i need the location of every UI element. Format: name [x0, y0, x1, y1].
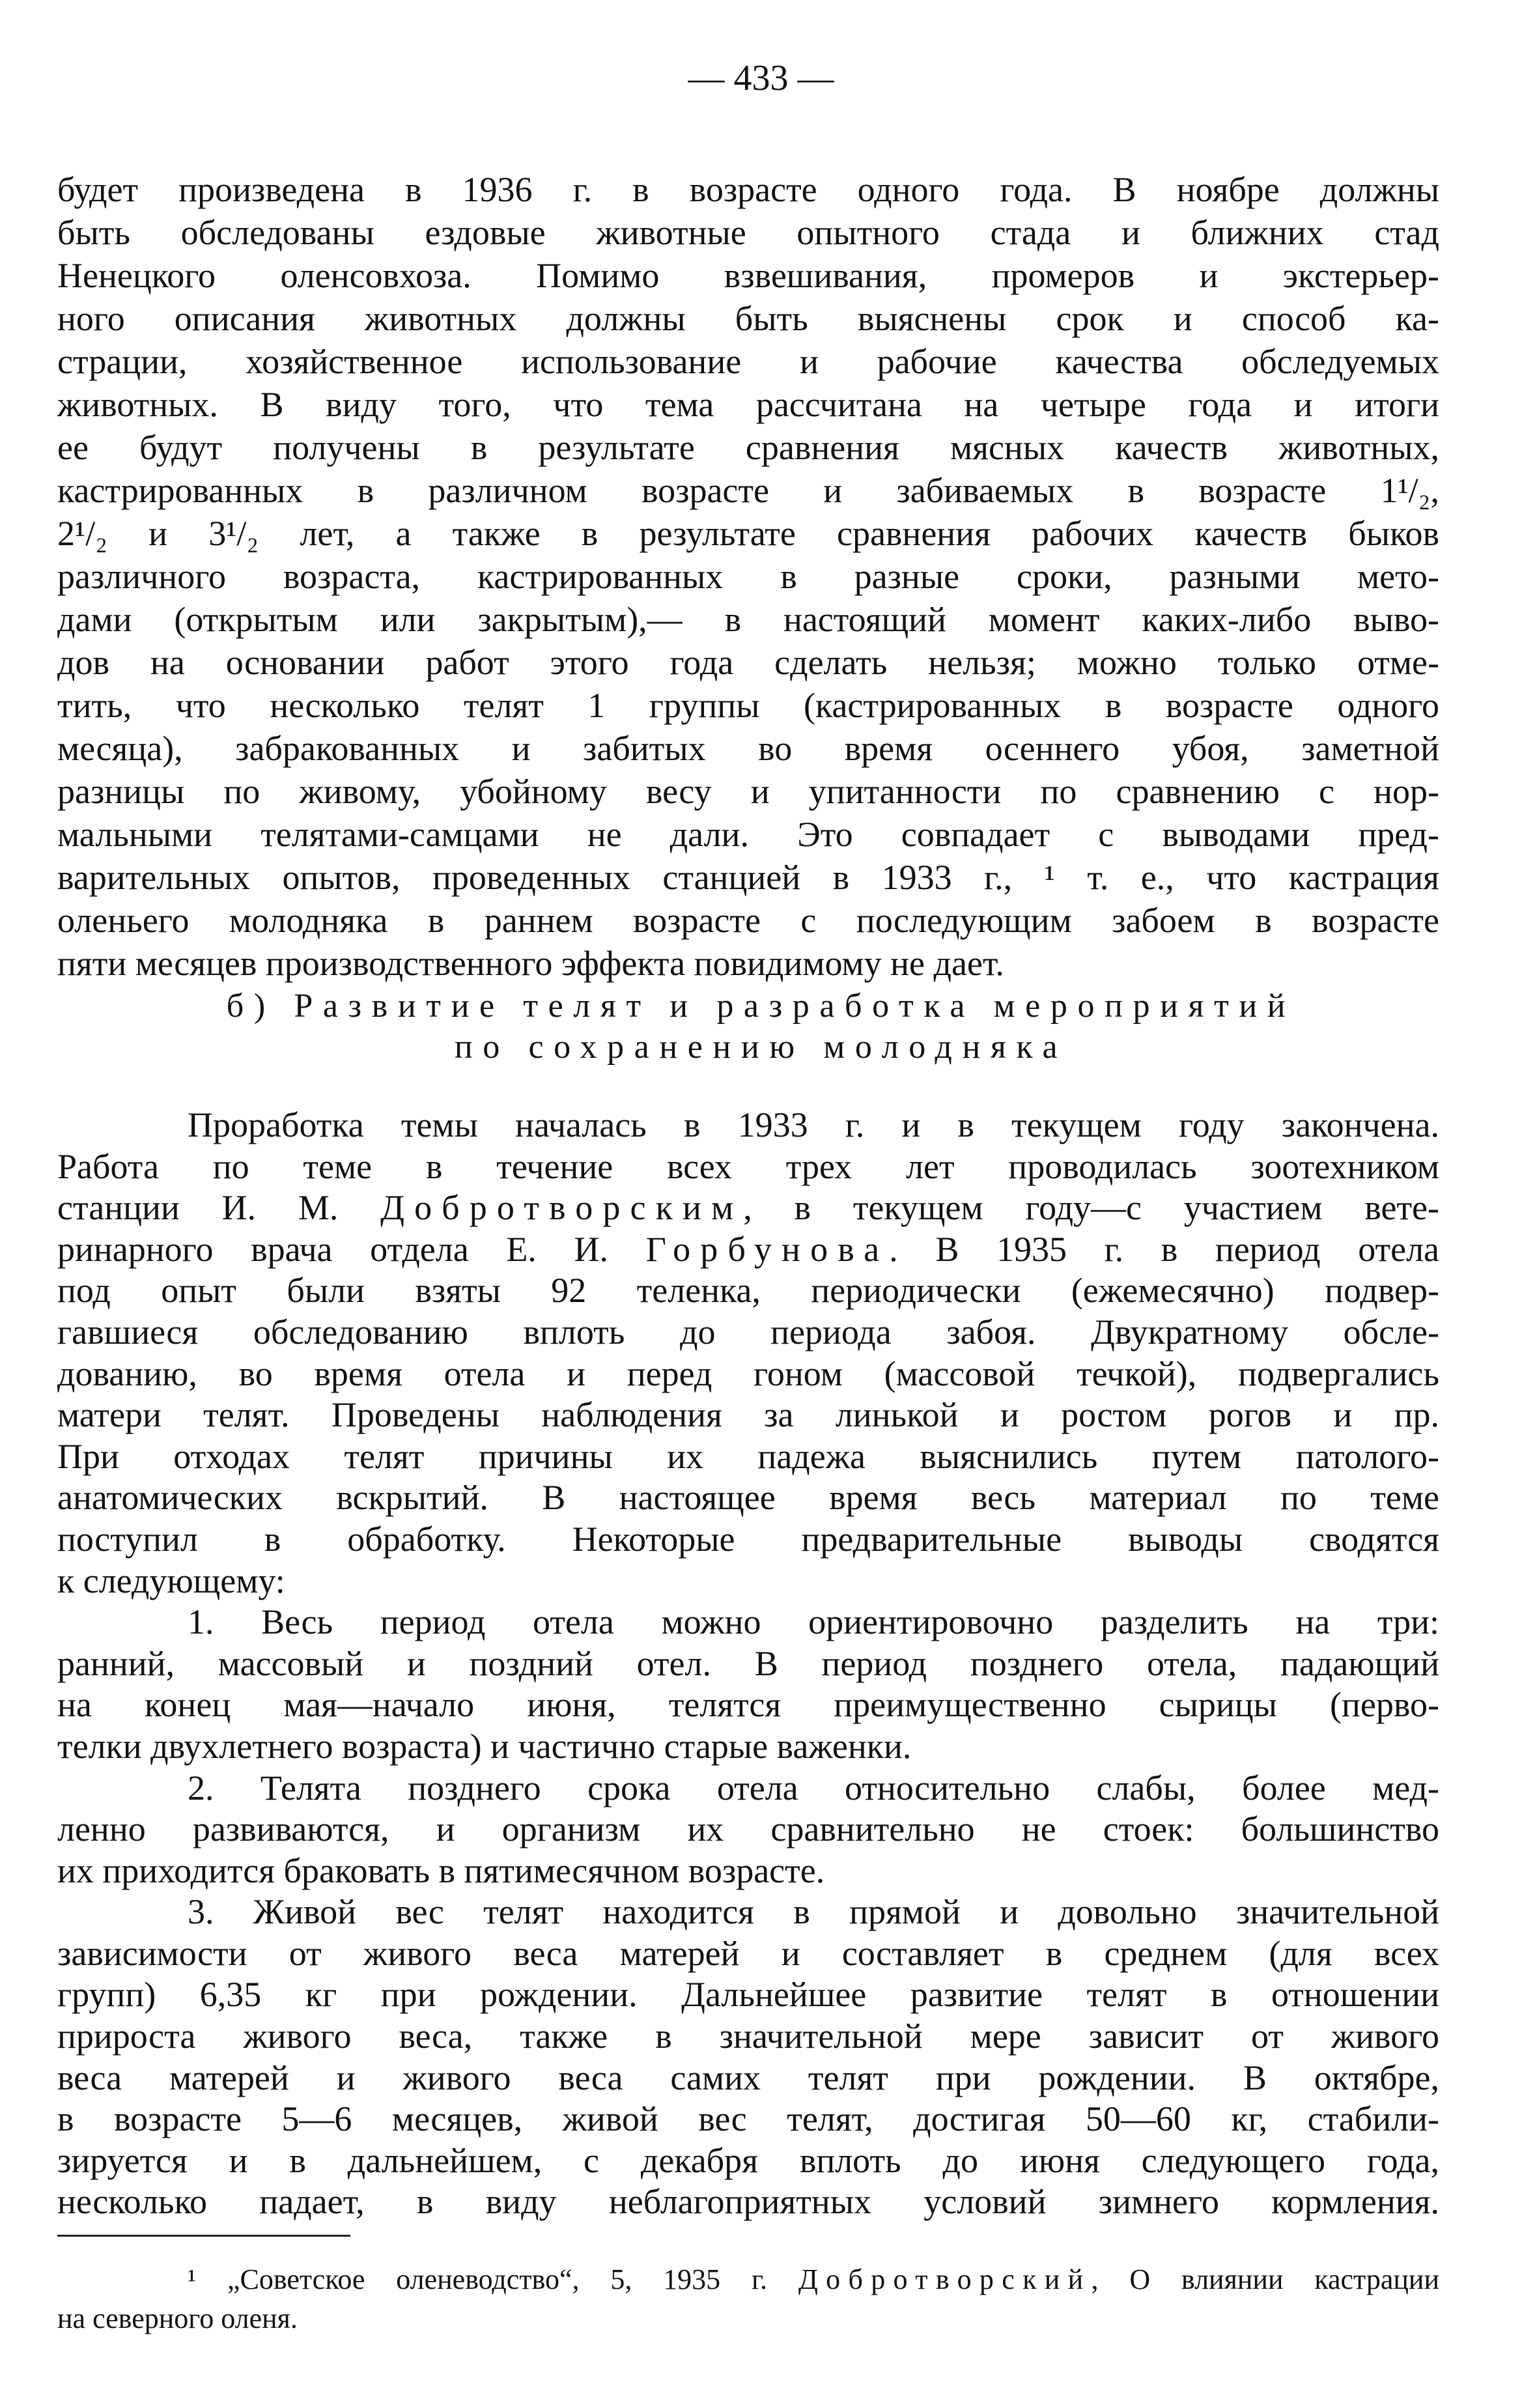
section-heading-line-2: по сохранению молодняка	[454, 1028, 1068, 1066]
spaced-name: Добротворским	[380, 1188, 744, 1228]
footnote-divider	[57, 2235, 350, 2237]
text-run: гавшиеся обследованию вплоть до периода забоя. Двукратному обсле-	[57, 1312, 1439, 1352]
text-line	[57, 1395, 1439, 1436]
text-line	[57, 942, 1439, 985]
text-line	[57, 168, 1439, 211]
text-run: мальными телятами-самцами не дали. Это совпадает с выводами пред-	[57, 815, 1439, 854]
text-line	[57, 1561, 1439, 1602]
text-run: их приходится браковать в пятимесячном возрасте.	[57, 1850, 825, 1890]
text-run: дов на основании работ этого года сделать нельзя; можно только отме-	[57, 643, 1439, 682]
text-run: поступил в обработку. Некоторые предварительные выводы сводятся	[57, 1519, 1439, 1559]
footnote	[57, 2260, 1439, 2338]
text-run: 1. Весь период отела можно ориентировочно разделить на три:	[188, 1602, 1439, 1642]
text-line	[57, 598, 1439, 641]
text-run: . В 1935 г. в период отела	[889, 1229, 1439, 1269]
text-run: прироста живого веса, также в значительной мере зависит от живого	[57, 2017, 1439, 2056]
text-run: будет произведена в 1936 г. в возрасте одного года. В ноябре должны	[57, 170, 1439, 209]
text-line	[57, 512, 1439, 555]
text-run: 2¹/₂ и 3¹/₂ лет, а также в результате сравнения рабочих качеств быков	[57, 514, 1439, 553]
text-line	[57, 684, 1439, 727]
text-run: ленно развиваются, и организм их сравнительно не стоек: большинство	[57, 1809, 1439, 1849]
text-line	[57, 1602, 1439, 1643]
text-run: ного описания животных должны быть выяснены срок и способ ка-	[57, 299, 1439, 338]
text-line	[57, 641, 1439, 684]
text-line	[57, 254, 1439, 297]
text-line	[57, 2099, 1439, 2140]
text-line	[57, 2260, 1439, 2299]
text-run: разницы по живому, убойному весу и упитанности по сравнению с нор-	[57, 772, 1439, 811]
text-run: , О влиянии кастрации	[1091, 2263, 1439, 2295]
text-line	[57, 1643, 1439, 1685]
text-run: ее будут получены в результате сравнения мясных качеств животных,	[57, 428, 1439, 467]
text-line	[57, 555, 1439, 598]
text-line	[57, 1312, 1439, 1353]
spaced-name: Горбунова	[645, 1229, 890, 1269]
text-line	[57, 1229, 1439, 1271]
text-line	[57, 1933, 1439, 1975]
text-line	[57, 2299, 1439, 2338]
text-line	[57, 1891, 1439, 1933]
text-line	[57, 899, 1439, 942]
text-run: животных. В виду того, что тема рассчитана на четыре года и итоги	[57, 385, 1439, 424]
text-run: в возрасте 5—6 месяцев, живой вес телят, достигая 50—60 кг, стабили-	[57, 2099, 1439, 2139]
text-run: пяти месяцев производственного эффекта повидимому не дает.	[57, 944, 1004, 983]
page-number: — 433 —	[688, 58, 834, 98]
text-run: под опыт были взяты 92 теленка, периодически (ежемесячно) подвер-	[57, 1271, 1439, 1310]
text-run: кастрированных в различном возрасте и забиваемых в возрасте 1¹/₂,	[57, 471, 1439, 510]
text-run: варительных опытов, проведенных станцией в 1933 г., ¹ т. е., что кастрация	[57, 858, 1439, 897]
text-run: тить, что несколько телят 1 группы (кастрированных в возрасте одного	[57, 686, 1439, 725]
text-line	[57, 1353, 1439, 1395]
text-run: Работа по теме в течение всех трех лет проводилась зоотехником	[57, 1146, 1439, 1186]
text-line	[57, 727, 1439, 770]
text-run: матери телят. Проведены наблюдения за линькой и ростом рогов и пр.	[57, 1395, 1439, 1435]
text-run: на северного оленя.	[57, 2302, 298, 2334]
text-run: При отходах телят причины их падежа выяснились путем патолого-	[57, 1436, 1439, 1476]
text-line	[57, 2140, 1439, 2182]
text-line	[57, 1974, 1439, 2016]
text-run: Проработка темы началась в 1933 г. и в текущем году закончена.	[188, 1105, 1439, 1144]
text-line	[57, 1850, 1439, 1892]
text-run: станции И. М.	[57, 1188, 381, 1228]
text-line	[57, 1809, 1439, 1850]
text-run: ¹ „Советское оленеводство“, 5, 1935 г.	[188, 2263, 798, 2295]
text-line	[57, 297, 1439, 340]
text-run: различного возраста, кастрированных в разные сроки, разными мето-	[57, 557, 1439, 596]
text-line	[57, 770, 1439, 813]
text-run: зируется и в дальнейшем, с декабря вплоть до июня следующего года,	[57, 2140, 1439, 2180]
text-line	[57, 211, 1439, 254]
text-run: страции, хозяйственное использование и рабочие качества обследуемых	[57, 342, 1439, 381]
text-run: к следующему:	[57, 1561, 285, 1600]
text-line	[57, 1726, 1439, 1768]
text-run: веса матерей и живого веса самих телят при рождении. В октябре,	[57, 2058, 1439, 2097]
text-run: 3. Живой вес телят находится в прямой и довольно значительной	[188, 1892, 1439, 1932]
text-line	[57, 1105, 1439, 1146]
text-run: дами (открытым или закрытым),— в настоящий момент каких-либо выво-	[57, 600, 1439, 639]
text-run: оленьего молодняка в раннем возрасте с последующим забоем в возрасте	[57, 901, 1439, 940]
text-run: 2. Телята позднего срока отела относительно слабы, более мед-	[188, 1768, 1439, 1807]
text-run: дованию, во время отела и перед гоном (массовой течкой), подвергались	[57, 1353, 1439, 1393]
section-heading-line-1: б) Развитие телят и разработка мероприятий	[226, 987, 1296, 1025]
text-line	[57, 1270, 1439, 1312]
text-run: групп) 6,35 кг при рождении. Дальнейшее развитие телят в отношении	[57, 1975, 1439, 2015]
text-line	[57, 383, 1439, 426]
text-line	[57, 856, 1439, 899]
text-run: ринарного врача отдела Е. И.	[57, 1229, 646, 1269]
text-line	[57, 340, 1439, 383]
text-line	[57, 1146, 1439, 1188]
text-line	[57, 2016, 1439, 2058]
text-line	[57, 813, 1439, 856]
text-line	[57, 1436, 1439, 1478]
text-run: несколько падает, в виду неблагоприятных условий зимнего кормления.	[57, 2182, 1439, 2222]
paragraph-castration-results	[57, 168, 1439, 985]
text-run: месяца), забракованных и забитых во время осеннего убоя, заметной	[57, 729, 1439, 768]
text-run: анатомических вскрытий. В настоящее время весь материал по теме	[57, 1478, 1439, 1518]
text-run: ранний, массовый и поздний отел. В период позднего отела, падающий	[57, 1643, 1439, 1683]
text-line	[57, 2181, 1439, 2223]
text-line	[57, 426, 1439, 469]
text-line	[57, 469, 1439, 512]
text-line	[57, 1187, 1439, 1229]
text-run: Ненецкого оленсовхоза. Помимо взвешивания, промеров и экстерьер-	[57, 256, 1439, 295]
text-line	[57, 1519, 1439, 1561]
text-run: телки двухлетнего возраста) и частично старые важенки.	[57, 1726, 912, 1766]
text-line	[57, 1768, 1439, 1809]
text-run: быть обследованы ездовые животные опытного стада и ближних стад	[57, 213, 1439, 252]
section-body	[57, 1105, 1439, 2223]
spaced-name: Добротворский	[798, 2263, 1092, 2295]
text-run: , в текущем году—с участием вете-	[743, 1188, 1439, 1228]
text-line	[57, 2058, 1439, 2099]
text-run: на конец мая—начало июня, телятся преимущественно сырицы (перво-	[57, 1685, 1439, 1725]
text-line	[57, 1477, 1439, 1519]
text-line	[57, 1684, 1439, 1726]
text-run: зависимости от живого веса матерей и составляет в среднем (для всех	[57, 1933, 1439, 1973]
